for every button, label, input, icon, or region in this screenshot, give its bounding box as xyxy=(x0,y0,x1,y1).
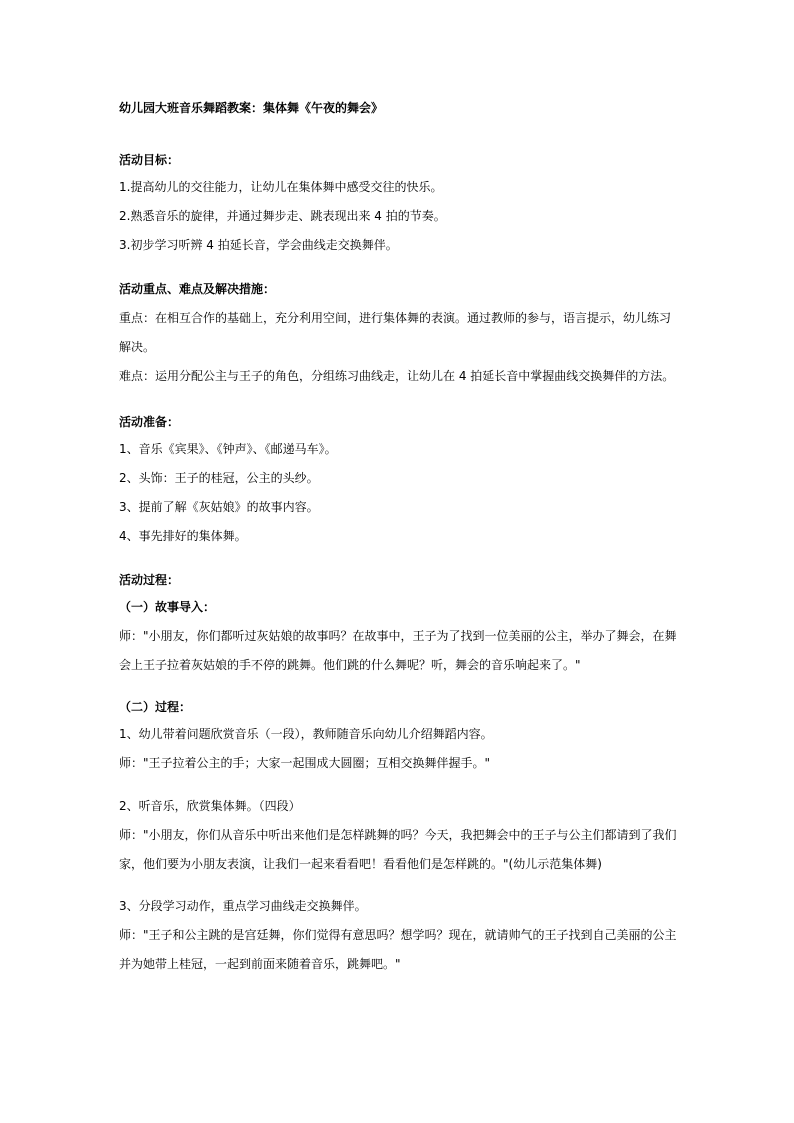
goal-item: 1.提高幼儿的交往能力，让幼儿在集体舞中感受交往的快乐。 xyxy=(119,180,443,194)
document-title: 幼儿园大班音乐舞蹈教案：集体舞《午夜的舞会》 xyxy=(119,101,384,115)
goal-item: 2.熟悉音乐的旋律，并通过舞步走、跳表现出来 4 拍的节奏。 xyxy=(119,209,446,223)
preparation-item: 1、音乐《宾果》、《钟声》、《邮递马车》。 xyxy=(119,442,337,456)
part1-heading: （一）故事导入： xyxy=(119,600,216,614)
part2-heading: （二）过程： xyxy=(119,700,192,714)
process-heading: 活动过程： xyxy=(119,573,180,587)
step1-quote: 师："王子拉着公主的手；大家一起围成大圆圈；互相交换舞伴握手。" xyxy=(119,756,491,770)
focus-paragraph: 重点：在相互合作的基础上，充分利用空间，进行集体舞的表演。通过教师的参与，语言提示，幼儿练习解决。 xyxy=(119,311,672,354)
part1-text: 师："小朋友，你们都听过灰姑娘的故事吗？在故事中，王子为了找到一位美丽的公主，举办了舞会，在舞会上王子拉着灰姑娘的手不停的跳舞。他们跳的什么舞呢？听，舞会的音乐响起来了。" xyxy=(119,629,677,672)
preparation-item: 4、事先排好的集体舞。 xyxy=(119,529,247,543)
goals-heading: 活动目标： xyxy=(119,153,180,167)
goal-item: 3.初步学习听辨 4 拍延长音，学会曲线走交换舞伴。 xyxy=(119,238,398,252)
document-body xyxy=(119,101,679,979)
difficulty-paragraph: 难点：运用分配公主与王子的角色，分组练习曲线走，让幼儿在 4 拍延长音中掌握曲线交换舞伴的方法。 xyxy=(119,369,675,383)
step2-text: 2、听音乐，欣赏集体舞。（四段） xyxy=(119,799,301,813)
preparation-heading: 活动准备： xyxy=(119,415,180,429)
preparation-item: 2、头饰：王子的桂冠，公主的头纱。 xyxy=(119,471,319,485)
step3-quote: 师："王子和公主跳的是宫廷舞，你们觉得有意思吗？想学吗？现在，就请帅气的王子找到自己美丽的公主并为她带上桂冠，一起到前面来随着音乐，跳舞吧。" xyxy=(119,928,677,971)
step2-quote: 师："小朋友，你们从音乐中听出来他们是怎样跳舞的吗？今天，我把舞会中的王子与公主们都请到了我们家，他们要为小朋友表演，让我们一起来看看吧！看看他们是怎样跳的。"(幼儿示范集体舞) xyxy=(119,828,677,871)
preparation-item: 3、提前了解《灰姑娘》的故事内容。 xyxy=(119,500,319,514)
step3-text: 3、分段学习动作，重点学习曲线走交换舞伴。 xyxy=(119,899,367,913)
step1-text: 1、幼儿带着问题欣赏音乐（一段），教师随音乐向幼儿介绍舞蹈内容。 xyxy=(119,727,493,741)
key-points-heading: 活动重点、难点及解决措施： xyxy=(119,282,276,296)
